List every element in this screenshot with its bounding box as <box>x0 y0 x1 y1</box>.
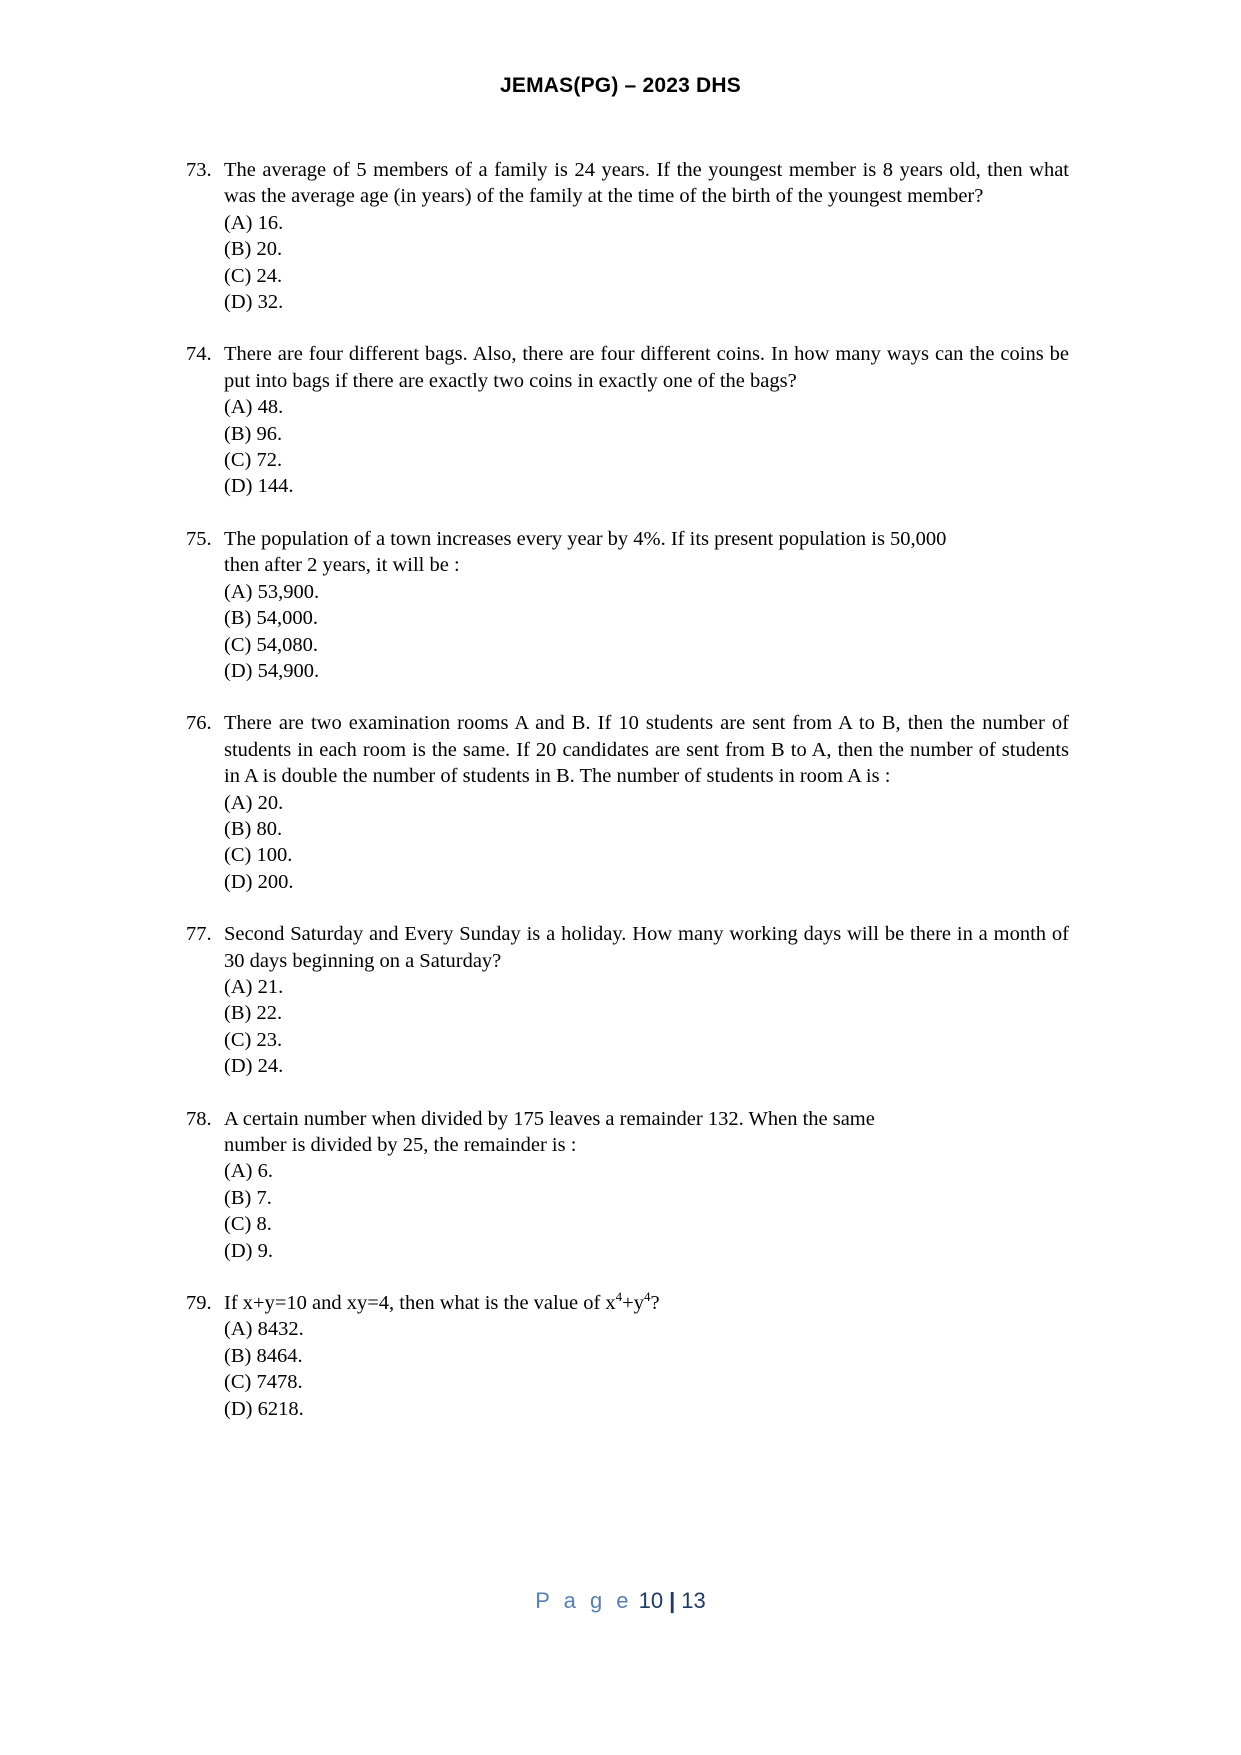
question-75 <box>186 526 1069 684</box>
question-text-line-2: number is divided by 25, the remainder is : <box>224 1134 577 1156</box>
question-text-line-2: then after 2 years, it will be : <box>224 554 460 577</box>
question-text-mid: +y <box>622 1292 644 1315</box>
question-73 <box>186 157 1069 315</box>
option-d: (D) 9. <box>224 1239 273 1262</box>
question-list <box>186 157 1069 1448</box>
option-a: (A) 16. <box>224 211 284 234</box>
option-a: (A) 53,900. <box>224 580 320 603</box>
page-footer <box>0 1588 1241 1614</box>
question-text: There are four different bags. Also, there are four different coins. In how many ways can the coins be put into bags if there are exactly two coins in exactly one of the bags? <box>224 343 1069 392</box>
question-number: 77. <box>186 923 212 946</box>
option-b: (B) 54,000. <box>224 607 318 630</box>
exponent: 4 <box>643 1289 651 1305</box>
question-text: There are two examination rooms A and B. If 10 students are sent from A to B, then the number of students in each room is the same. If 20 candidates are sent from B to A, then the number of students in A is double the number of students in B. The number of students in room A is : <box>224 712 1069 788</box>
option-b: (B) 8464. <box>224 1344 303 1367</box>
option-d: (D) 200. <box>224 870 294 893</box>
question-number: 74. <box>186 343 212 366</box>
option-b: (B) 22. <box>224 1002 283 1025</box>
option-a: (A) 8432. <box>224 1318 304 1341</box>
option-c: (C) 100. <box>224 844 293 867</box>
question-number: 79. <box>186 1292 212 1315</box>
option-b: (B) 7. <box>224 1186 272 1209</box>
option-b: (B) 20. <box>224 238 283 261</box>
option-c: (C) 54,080. <box>224 633 318 656</box>
option-d: (D) 6218. <box>224 1397 304 1420</box>
question-number: 73. <box>186 159 212 181</box>
exponent: 4 <box>615 1289 623 1305</box>
page-label: P a g e <box>535 1588 633 1613</box>
option-d: (D) 32. <box>224 291 284 314</box>
option-b: (B) 80. <box>224 817 283 840</box>
question-text: The average of 5 members of a family is 24 years. If the youngest member is 8 years old, then what was the average age (in years) of the family at the time of the birth of the youngest member? <box>224 159 1069 208</box>
question-text <box>224 1106 1069 1159</box>
question-text-line-1: A certain number when divided by 175 leaves a remainder 132. When the same <box>224 1107 875 1130</box>
option-a: (A) 6. <box>224 1160 273 1183</box>
question-79 <box>186 1290 1069 1422</box>
option-c: (C) 72. <box>224 449 283 472</box>
question-text <box>224 1290 1069 1316</box>
question-77 <box>186 921 1069 1079</box>
question-number: 75. <box>186 527 212 550</box>
question-text-line-1: The population of a town increases every year by 4%. If its present population is 50,000 <box>224 527 947 550</box>
option-d: (D) 144. <box>224 475 294 498</box>
option-a: (A) 21. <box>224 975 284 998</box>
page-header-title: JEMAS(PG) – 2023 DHS <box>500 74 741 97</box>
option-c: (C) 7478. <box>224 1371 303 1394</box>
question-74 <box>186 341 1069 499</box>
option-b: (B) 96. <box>224 422 283 445</box>
question-number: 78. <box>186 1107 212 1130</box>
question-number: 76. <box>186 712 212 735</box>
page-separator: | <box>669 1588 676 1613</box>
current-page-number: 10 <box>638 1588 664 1613</box>
option-d: (D) 54,900. <box>224 659 320 682</box>
option-a: (A) 20. <box>224 791 284 814</box>
option-c: (C) 8. <box>224 1213 272 1236</box>
option-c: (C) 23. <box>224 1028 283 1051</box>
total-pages: 13 <box>681 1588 706 1613</box>
option-d: (D) 24. <box>224 1055 284 1078</box>
question-text-suffix: ? <box>650 1292 660 1315</box>
question-76 <box>186 710 1069 895</box>
option-a: (A) 48. <box>224 396 284 419</box>
option-c: (C) 24. <box>224 264 283 287</box>
question-text-prefix: If x+y=10 and xy=4, then what is the value of x <box>224 1292 616 1315</box>
question-text: Second Saturday and Every Sunday is a holiday. How many working days will be there in a month of 30 days beginning on a Saturday? <box>224 923 1069 972</box>
question-78 <box>186 1106 1069 1264</box>
question-text <box>224 526 1069 579</box>
